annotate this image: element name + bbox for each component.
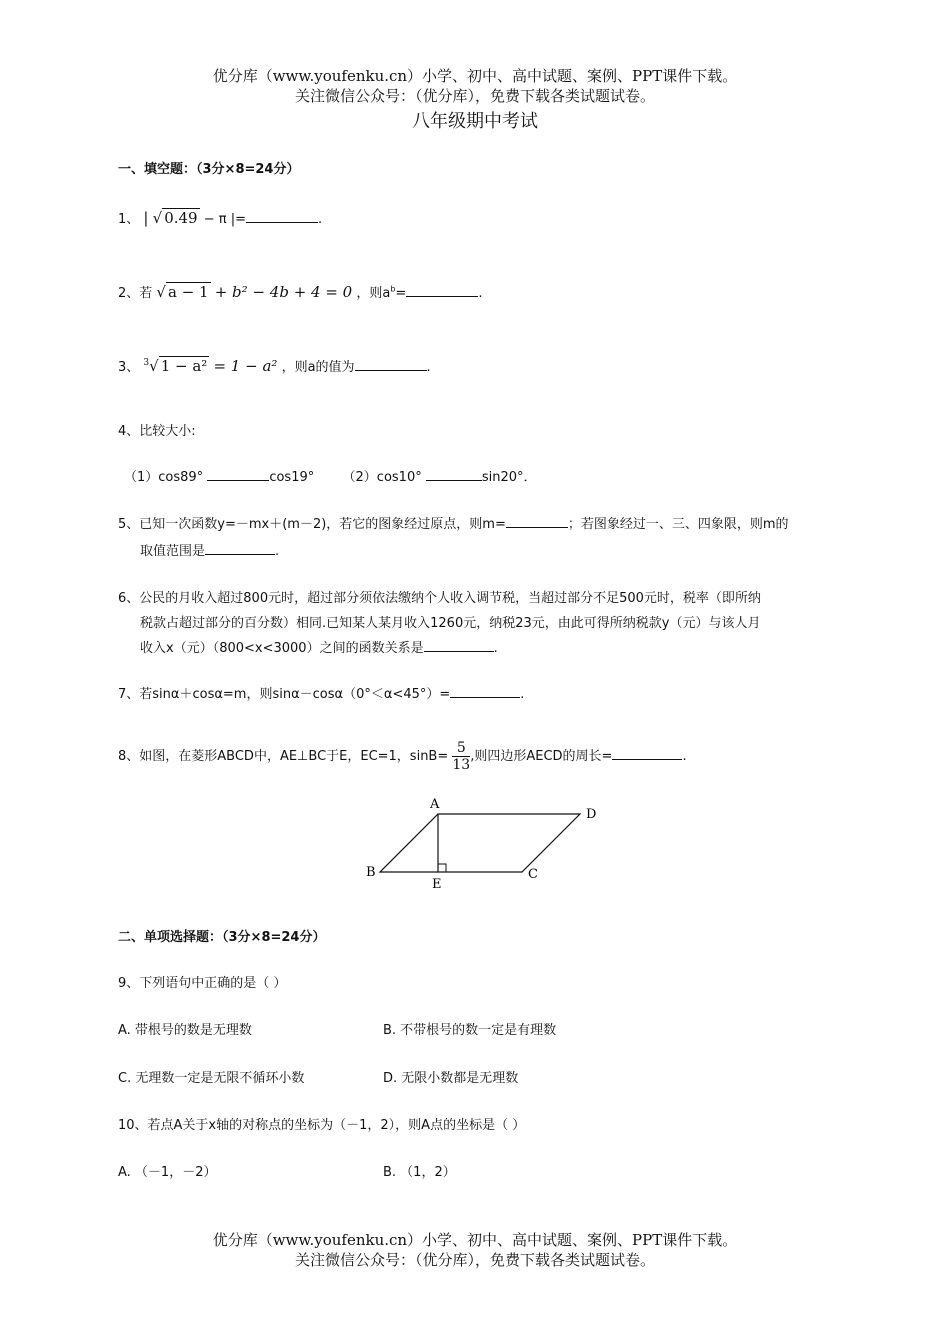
right-angle-mark <box>438 864 446 872</box>
label-b: B <box>366 865 376 880</box>
q9-option-a[interactable]: A. 带根号的数是无理数 <box>118 1023 252 1038</box>
q8-fraction-denominator: 13 <box>452 757 471 773</box>
q10-option-a[interactable]: A. （－1，－2） <box>118 1165 217 1180</box>
footer-line-1: 优分库（www.youfenku.cn）小学、初中、高中试题、案例、PPT课件下载。 <box>212 1231 738 1249</box>
q1-rest: − π |= <box>203 212 246 227</box>
question-5-line-1 <box>118 513 789 532</box>
q9-option-d[interactable]: D. 无限小数都是无理数 <box>383 1071 519 1086</box>
q1-number: 1、 <box>118 212 140 227</box>
question-8 <box>118 740 687 773</box>
q1-abs-open: | <box>143 209 149 227</box>
page-title: 八年级期中考试 <box>412 111 538 132</box>
label-c: C <box>528 867 538 882</box>
q8-fraction <box>452 740 470 773</box>
q3-rest: ，则a的值为 <box>281 360 355 375</box>
q8-period: . <box>682 749 687 764</box>
section-choice-heading: 二、单项选择题：（3分×8=24分） <box>118 930 326 945</box>
q3-number: 3、 <box>118 360 140 375</box>
label-a: A <box>430 797 440 812</box>
question-10-stem: 10、若点A关于x轴的对称点的坐标为（－1，2），则A点的坐标是（ ） <box>118 1118 526 1133</box>
question-9-stem: 9、下列语句中正确的是（ ） <box>118 976 287 991</box>
q5-text-b: ；若图象经过一、三、四象限，则m的 <box>567 517 789 532</box>
question-5-line-2 <box>140 540 279 559</box>
q2-radicand: a − 1 <box>167 283 209 301</box>
q2-period: . <box>478 286 483 301</box>
question-6-line-1: 6、公民的月收入超过800元时，超过部分须依法缴纳个人收入调节税，当超过部分不足500元时，税率（即所纳 <box>118 591 761 606</box>
q3-root-index: 3 <box>143 358 150 368</box>
q8-fraction-numerator: 5 <box>452 740 470 757</box>
footer-line-2: 关注微信公众号：（优分库），免费下载各类试题试卷。 <box>294 1251 655 1269</box>
label-d: D <box>586 807 597 822</box>
q10-option-b[interactable]: B. （1，2） <box>383 1165 456 1180</box>
q4-part1-right: cos19° <box>269 470 315 485</box>
question-4-parts <box>124 466 537 485</box>
rhombus-figure <box>360 792 610 892</box>
q4-part2-right: sin20°． <box>481 470 537 485</box>
question-4: 4、比较大小: <box>118 424 196 439</box>
q6-answer-blank[interactable] <box>424 639 494 652</box>
q8-answer-blank[interactable] <box>612 747 682 760</box>
rhombus-outline <box>380 814 580 872</box>
question-7 <box>118 683 524 702</box>
q6-period: . <box>493 641 498 656</box>
q2-rest: ，则a <box>356 286 391 301</box>
section-fill-in-heading: 一、填空题：（3分×8=24分） <box>118 162 300 177</box>
q7-text: 7、若sinα＋cosα=m，则sinα－cosα（0°＜α<45°）= <box>118 687 451 702</box>
q9-option-c[interactable]: C. 无理数一定是无限不循环小数 <box>118 1071 305 1086</box>
header-line-2: 关注微信公众号：（优分库），免费下载各类试题试卷。 <box>294 87 655 105</box>
q5-text-c: 取值范围是 <box>140 544 206 559</box>
q2-answer-blank[interactable] <box>406 284 478 297</box>
q5-period: . <box>275 544 280 559</box>
q8-rest: ,则四边形AECD的周长= <box>470 749 613 764</box>
q5-answer-blank-2[interactable] <box>205 542 275 555</box>
q1-radicand: 0.49 <box>164 209 198 227</box>
q2-equals: = <box>395 286 407 301</box>
q7-period: . <box>520 687 525 702</box>
q9-option-b[interactable]: B. 不带根号的数一定是有理数 <box>383 1023 557 1038</box>
q4-part2-blank[interactable] <box>426 468 482 481</box>
question-6-line-2: 税款占超过部分的百分数）相同.已知某人某月收入1260元，纳税23元，由此可得所纳税款y（元）与该人月 <box>140 616 761 631</box>
q2-superscript: b <box>390 284 396 294</box>
q8-text: 8、如图，在菱形ABCD中，AE⊥BC于E，EC=1，sinB= <box>118 749 449 764</box>
question-3: 3、 $^3$√ 1 − a² = 1 − a² ，则a的值为 . <box>118 357 431 375</box>
q1-period: . <box>318 212 323 227</box>
question-1: 1、 | √ 0.49 − π |= . <box>118 209 323 227</box>
q7-answer-blank[interactable] <box>450 685 520 698</box>
q4-part1-blank[interactable] <box>207 468 269 481</box>
question-6-line-3 <box>140 637 498 656</box>
q4-part2-left: （2）cos10° <box>342 470 422 485</box>
q3-answer-blank[interactable] <box>355 358 427 371</box>
q1-answer-blank[interactable] <box>246 210 318 223</box>
q4-part1-left: （1）cos89° <box>124 470 204 485</box>
q3-period: . <box>426 360 431 375</box>
label-e: E <box>432 877 442 892</box>
q2-expression: + b² − 4b + 4 = 0 <box>214 283 353 301</box>
q5-answer-blank-1[interactable] <box>506 515 568 528</box>
q5-text-a: 5、已知一次函数y=－mx＋(m－2)，若它的图象经过原点，则m= <box>118 517 506 532</box>
header-line-1: 优分库（www.youfenku.cn）小学、初中、高中试题、案例、PPT课件下载。 <box>212 67 738 85</box>
question-2: 2、若 √ a − 1 + b² − 4b + 4 = 0 ，则$a^b=$ . <box>118 283 483 301</box>
q6-text-c: 收入x（元）（800<x<3000）之间的函数关系是 <box>140 641 424 656</box>
q3-radicand: 1 − a² <box>160 357 208 375</box>
q2-number: 2、若 <box>118 286 153 301</box>
q3-expression: = 1 − a² <box>213 357 278 375</box>
